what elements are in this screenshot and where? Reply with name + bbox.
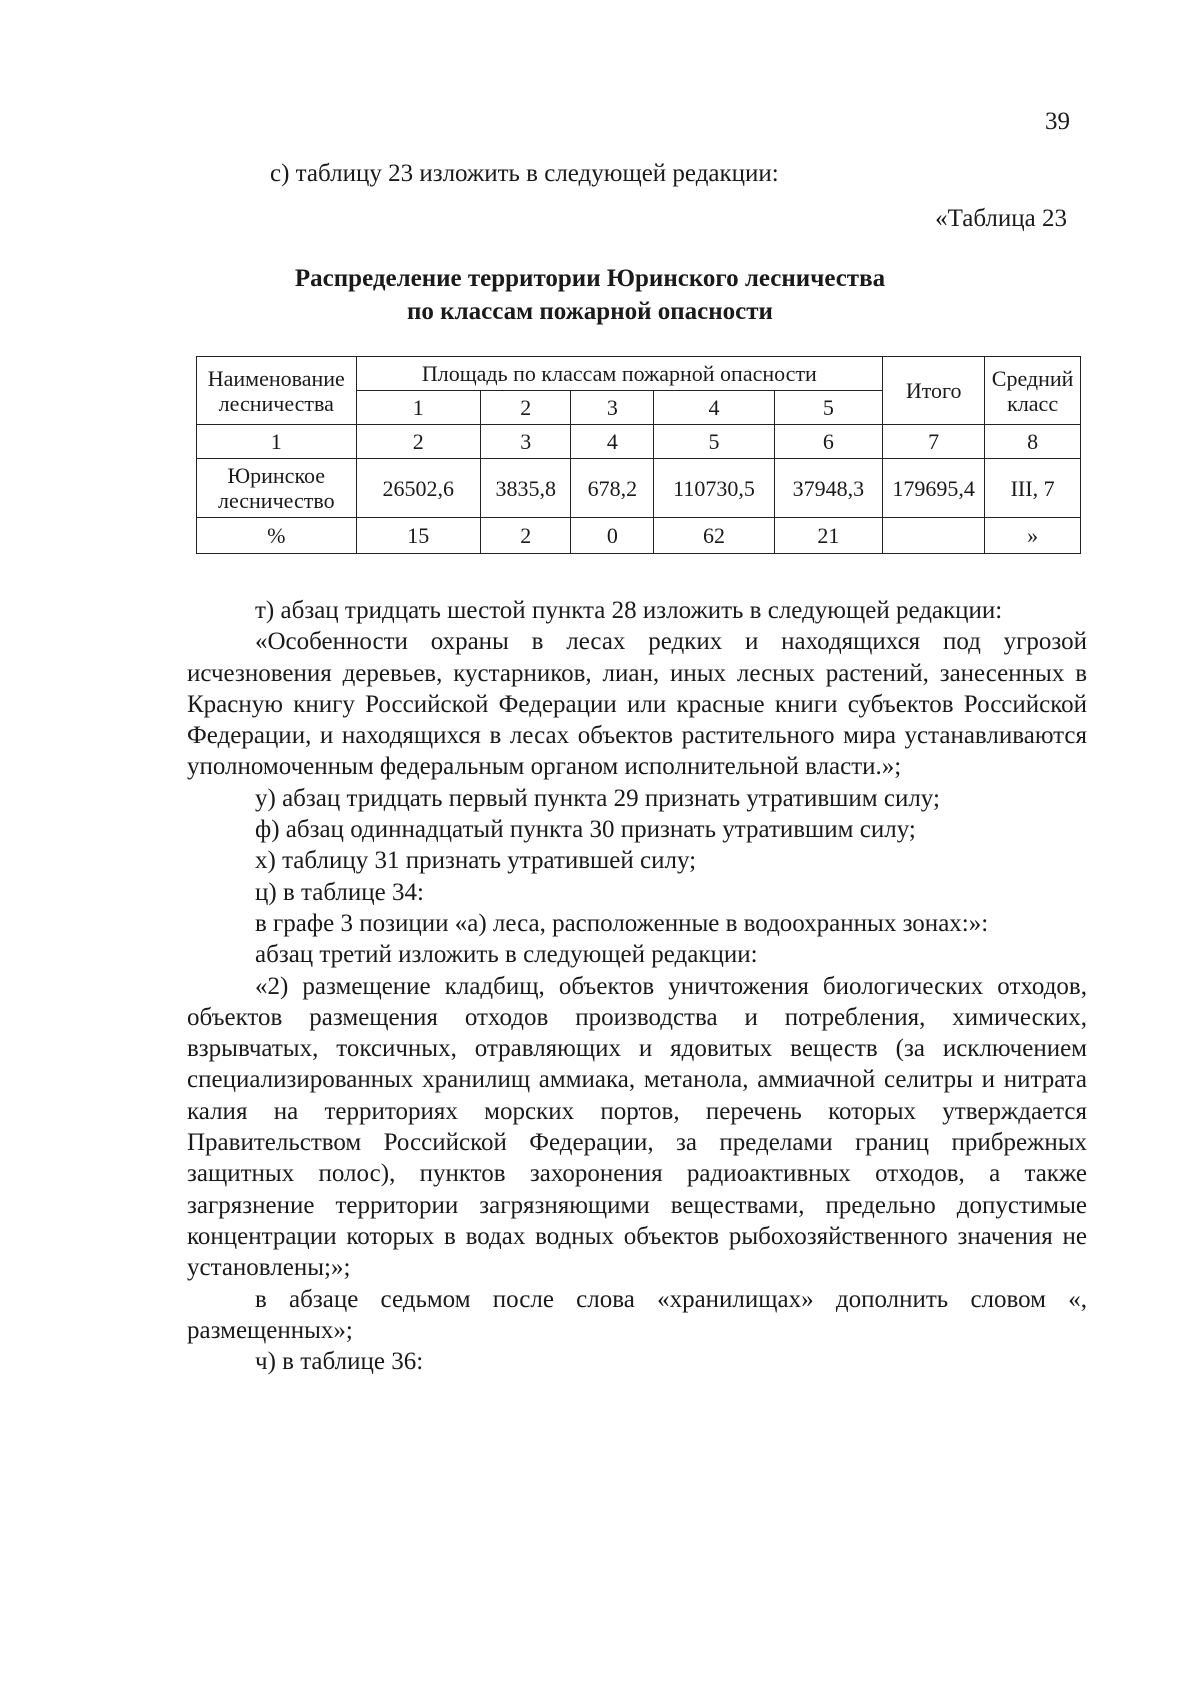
paragraph: х) таблицу 31 признать утратившей силу; xyxy=(255,847,697,875)
percent-total xyxy=(883,518,985,554)
forestry-name: Юринское лесничество xyxy=(197,459,357,518)
table-heading xyxy=(220,262,960,328)
heading-line-1: Распределение территории Юринского лесничества xyxy=(294,265,886,292)
area-value: 678,2 xyxy=(571,459,654,518)
intro-line: с) таблицу 23 изложить в следующей редакции: xyxy=(270,160,779,187)
table-row-forestry xyxy=(197,459,1081,518)
paragraph: т) абзац тридцать шестой пункта 28 изложить в следующей редакции: xyxy=(255,597,1003,624)
heading-line-2: по классам пожарной опасности xyxy=(407,298,773,325)
table-row-percent xyxy=(197,518,1081,554)
paragraph: в абзаце седьмом после слова «хранилищах» дополнить словом «, размещенных»; xyxy=(187,1285,1087,1344)
percent-value: 62 xyxy=(654,518,774,554)
table-header-row xyxy=(197,357,1081,391)
percent-label: % xyxy=(197,518,357,554)
percent-value: 21 xyxy=(774,518,883,554)
class-number: 5 xyxy=(774,391,883,425)
percent-value: 2 xyxy=(481,518,571,554)
table-column-number-row xyxy=(197,425,1081,459)
header-area-by-class: Площадь по классам пожарной опасности xyxy=(356,357,883,391)
area-value: 37948,3 xyxy=(774,459,883,518)
header-average-class: Средний класс xyxy=(985,357,1081,425)
paragraph: у) абзац тридцать первый пункта 29 признать утратившим силу; xyxy=(255,784,940,812)
class-number: 1 xyxy=(356,391,480,425)
area-value: 26502,6 xyxy=(356,459,480,518)
paragraph: «2) размещение кладбищ, объектов уничтожения биологических отходов, объектов размещения отходов производства и потребления, химических, взрывчатых, токсичных, отравляющих и ядовитых веществ (за исключением специализированных хранилищ аммиака, метанола, аммиачной селитры и нитрата калия на территориях морских портов, перечень которых утверждается Правительством Российской Федерации, за пределами границ прибрежных защитных полос), пунктов захоронения радиоактивных отходов, а также загрязнение территории загрязняющими веществами, предельно допустимые концентрации которых в водах водных объектов рыбохозяйственного значения не установлены;»; xyxy=(187,972,1087,1282)
class-number: 4 xyxy=(654,391,774,425)
paragraph: абзац третий изложить в следующей редакции: xyxy=(255,941,758,969)
class-number: 2 xyxy=(481,391,571,425)
column-number: 3 xyxy=(481,425,571,459)
class-number: 3 xyxy=(571,391,654,425)
area-value: 110730,5 xyxy=(654,459,774,518)
area-value: 3835,8 xyxy=(481,459,571,518)
column-number: 2 xyxy=(356,425,480,459)
body-text xyxy=(187,595,1087,1377)
paragraph: в графе 3 позиции «а) леса, расположенные в водоохранных зонах:»: xyxy=(255,909,989,937)
average-class-value: III, 7 xyxy=(985,459,1081,518)
column-number: 1 xyxy=(197,425,357,459)
paragraph: ф) абзац одиннадцатый пункта 30 признать утратившим силу; xyxy=(255,816,916,844)
closing-quote: » xyxy=(985,518,1081,554)
paragraph: «Особенности охраны в лесах редких и находящихся под угрозой исчезновения деревьев, кустарников, лиан, иных лесных растений, занесенных в Красную книгу Российской Федерации или красные книги субъектов Российской Федерации, и находящихся в лесах объектов растительного мира устанавливаются уполномоченным федеральным органом исполнительной власти.»; xyxy=(187,628,1087,781)
column-number: 5 xyxy=(654,425,774,459)
column-number: 4 xyxy=(571,425,654,459)
header-forestry-name: Наименование лесничества xyxy=(197,357,357,425)
column-number: 8 xyxy=(985,425,1081,459)
paragraph: ч) в таблице 36: xyxy=(255,1348,424,1376)
total-value: 179695,4 xyxy=(883,459,985,518)
paragraph: ц) в таблице 34: xyxy=(255,878,424,906)
fire-danger-table xyxy=(196,356,1081,554)
header-total: Итого xyxy=(883,357,985,425)
table-caption: «Таблица 23 xyxy=(935,205,1067,232)
percent-value: 15 xyxy=(356,518,480,554)
page-number: 39 xyxy=(1045,108,1070,135)
column-number: 7 xyxy=(883,425,985,459)
column-number: 6 xyxy=(774,425,883,459)
percent-value: 0 xyxy=(571,518,654,554)
